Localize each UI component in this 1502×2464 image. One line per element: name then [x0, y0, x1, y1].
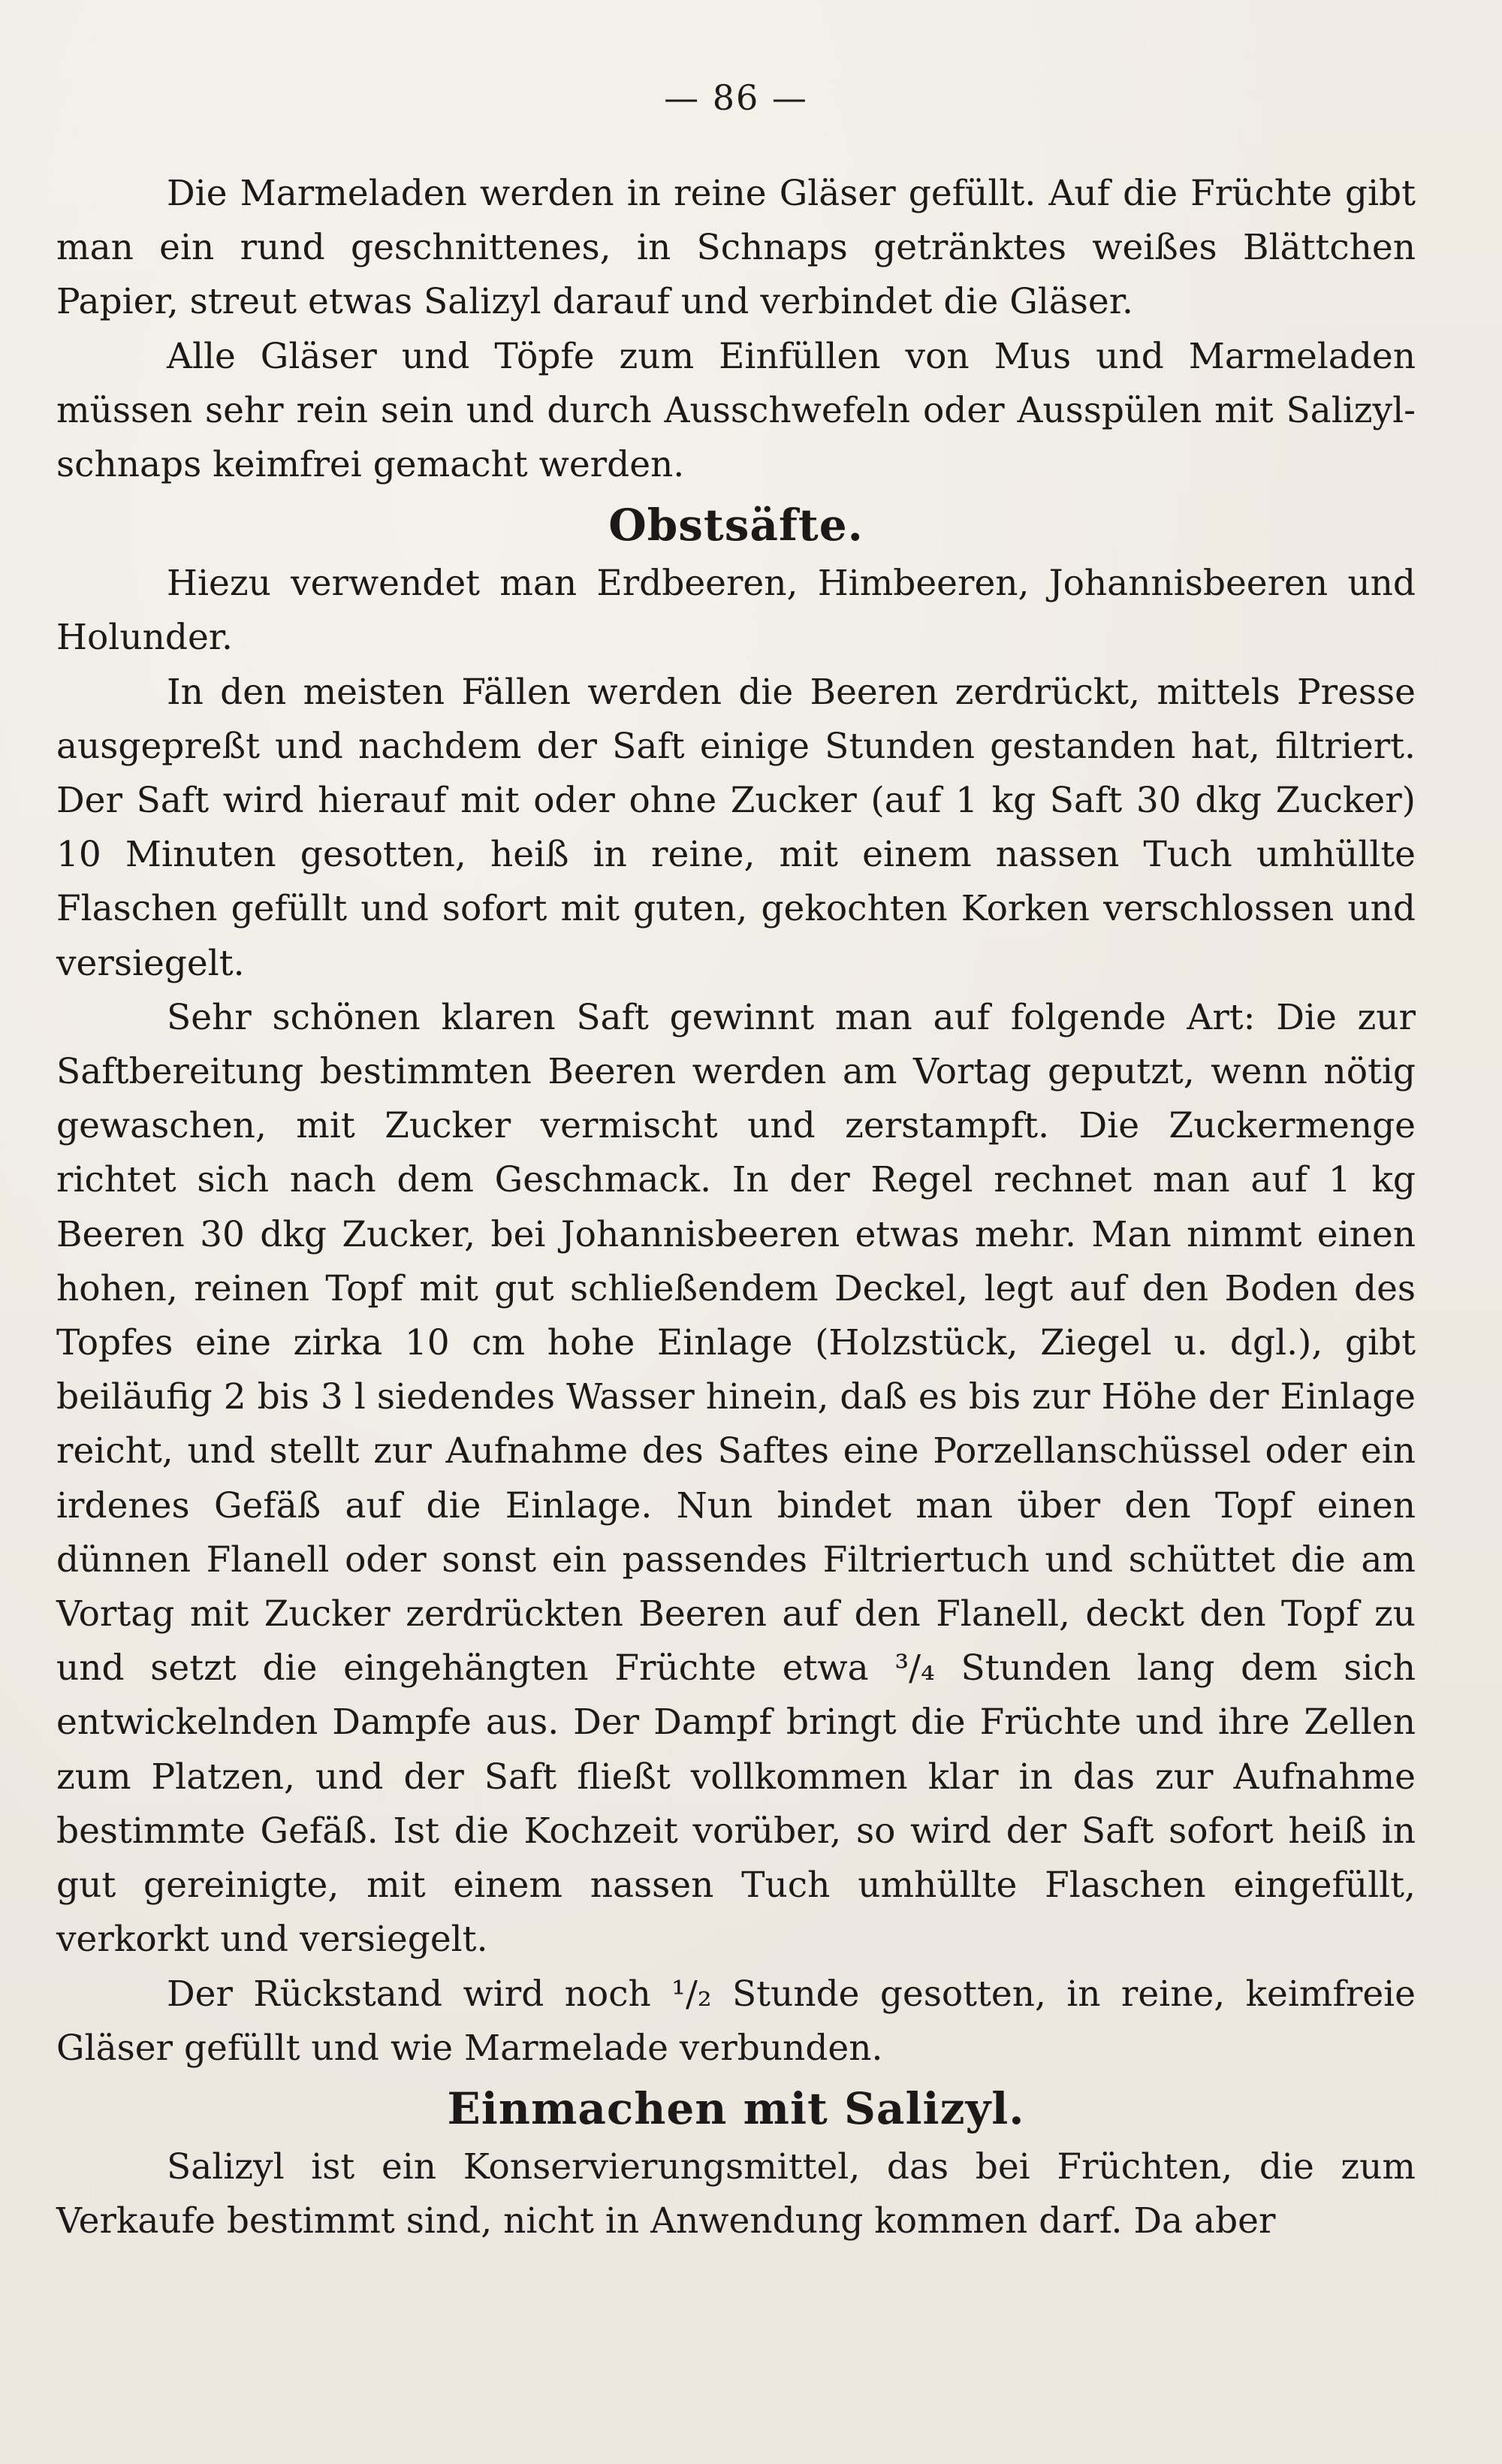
- paragraph-rueckstand: Der Rückstand wird noch ¹/₂ Stunde gesotten, in reine, keimfreie Gläser gefüllt und wie Marmelade verbunden.: [56, 1973, 1416, 2069]
- paragraph-marmeladen-glaeser: Die Marmeladen werden in reine Gläser gefüllt. Auf die Früchte gibt man ein rund geschnittenes, in Schnaps getränktes weißes Blättchen Papier, streut etwas Salizyl darauf und verbindet die Gläser.: [56, 173, 1416, 323]
- heading-obstsaefte: Obstsäfte.: [608, 500, 864, 551]
- page-number: — 86 —: [664, 77, 808, 118]
- paragraph-hiezu: Hiezu verwendet man Erdbeeren, Himbeeren, Johannisbeeren und Holunder.: [56, 563, 1416, 659]
- paragraph-klaren-saft: Sehr schönen klaren Saft gewinnt man auf folgende Art: Die zur Saftbereitung bestimmten Beeren werden am Vortag geputzt, wenn nötig gewaschen, mit Zucker vermischt und zerstampft. Die Zuckermenge richtet sich nach dem Geschmack. In der Regel rechnet man auf 1 kg Beeren 30 dkg Zucker, bei Johannisbeeren etwas mehr. Man nimmt einen hohen, reinen Topf mit gut schließendem Deckel, legt auf den Boden des Topfes eine zirka 10 cm hohe Einlage (Holzstück, Ziegel u. dgl.), gibt beiläufig 2 bis 3 l siedendes Wasser hinein, daß es bis zur Höhe der Einlage reicht, und stellt zur Aufnahme des Saftes eine Porzellanschüssel oder ein irdenes Gefäß auf die Einlage. Nun bindet man über den Topf einen dünnen Flanell oder sonst ein passendes Filtriertuch und schüttet die am Vortag mit Zucker zerdrückten Beeren auf den Flanell, deckt den Topf zu und setzt die eingehängten Früchte etwa ³/₄ Stunden lang dem sich entwickelnden Dampfe aus. Der Dampf bringt die Früchte und ihre Zellen zum Platzen, und der Saft fließt vollkommen klar in das zur Aufnahme bestimmte Gefäß. Ist die Kochzeit vorüber, so wird der Saft sofort heiß in gut gereinigte, mit einem nassen Tuch umhüllte Flaschen eingefüllt, verkorkt und versiegelt.: [56, 996, 1416, 1961]
- text-column: [56, 75, 1416, 2248]
- paragraph-saft-presse: In den meisten Fällen werden die Beeren zerdrückt, mittels Presse ausgepreßt und nachdem der Saft einige Stunden gestanden hat, filtriert. Der Saft wird hierauf mit oder ohne Zucker (auf 1 kg Saft 30 dkg Zucker) 10 Minuten gesotten, heiß in reine, mit einem nassen Tuch umhüllte Flaschen gefüllt und sofort mit guten, gekochten Korken verschlossen und versiegelt.: [56, 671, 1416, 984]
- paragraph-salizyl: Salizyl ist ein Konservierungsmittel, das bei Früchten, die zum Verkaufe bestimmt sind, nicht in Anwendung kommen darf. Da aber: [56, 2145, 1416, 2242]
- heading-einmachen-salizyl: Einmachen mit Salizyl.: [447, 2082, 1025, 2134]
- paragraph-glaeser-toepfe: Alle Gläser und Töpfe zum Einfüllen von Mus und Marmeladen müssen sehr rein sein und durch Ausschwefeln oder Ausspülen mit Salizylschnaps keimfrei gemacht werden.: [56, 335, 1416, 486]
